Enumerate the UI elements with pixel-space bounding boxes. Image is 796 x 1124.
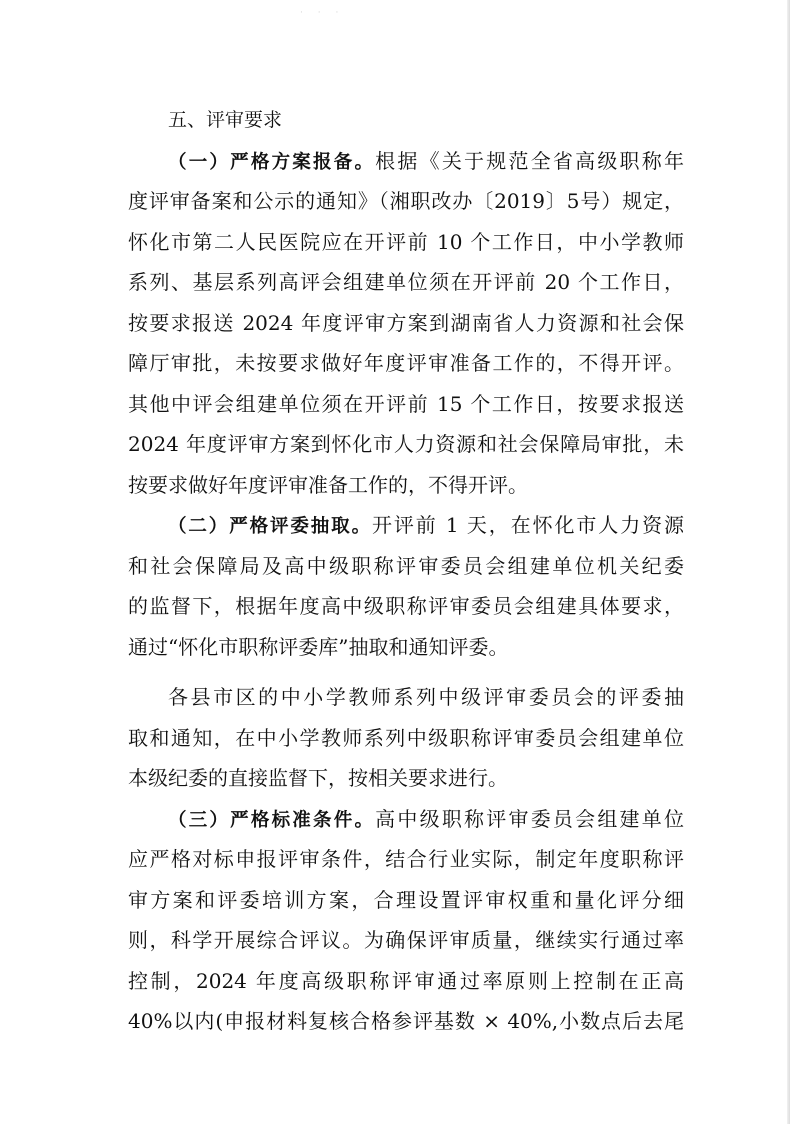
paragraph-label: （三）严格标准条件。 [168,809,376,831]
paragraph-line: 和社会保障局及高中级职称评审委员会组建单位机关纪委 [128,553,684,578]
paragraph-line: 度评审备案和公示的通知》（湘职改办〔2019〕5号）规定， [128,189,684,213]
paragraph-line: 障厅审批，未按要求做好年度评审准备工作的，不得开评。 [128,351,684,375]
paragraph-line: 应严格对标申报评审条件，结合行业实际，制定年度职称评 [128,847,684,871]
section-heading: 五、评审要求 [168,109,283,131]
scan-artifact: · · · [300,8,345,18]
paragraph-line: 审方案和评委培训方案，合理设置评审权重和量化评分细 [128,887,684,912]
paragraph-line: 怀化市第二人民医院应在开评前 10 个工作日，中小学教师 [128,229,684,254]
document-body [128,100,684,1042]
paragraph-line: 系列、基层系列高评会组建单位须在开评前 20 个工作日， [128,270,684,294]
paragraph-label: （一）严格方案报备。 [168,151,376,173]
paragraph-line: 的监督下，根据年度高中级职称评审委员会组建具体要求， [128,594,684,618]
paragraph-line: 按要求做好年度评审准备工作的，不得开评。 [128,472,528,497]
paragraph-line: （一）严格方案报备。根据《关于规范全省高级职称年 [168,148,684,173]
paragraph-standard-conditions [128,799,684,1042]
paragraph-line: 本级纪委的直接监督下，按相关要求进行。 [128,766,508,790]
paragraph-judge-selection [128,505,684,667]
paragraph-line: 通过“怀化市职称评委库”抽取和通知评委。 [128,634,509,659]
paragraph-plan-filing [128,141,684,506]
page-edge [787,0,790,1124]
paragraph-line: 取和通知，在中小学教师系列中级职称评审委员会组建单位 [128,725,684,750]
paragraph-line: 按要求报送 2024 年度评审方案到湖南省人力资源和社会保 [128,310,684,335]
paragraph-line: 控制，2024 年度高级职称评审通过率原则上控制在正高 [128,968,684,993]
paragraph-line: 各县市区的中小学教师系列中级评审委员会的评委抽 [168,685,684,709]
paragraph-label: （二）严格评委抽取。 [168,516,372,537]
paragraph-line: （三）严格标准条件。高中级职称评审委员会组建单位 [168,806,684,831]
paragraph-line: 40%以内(申报材料复核合格参评基数 × 40%,小数点后去尾 [128,1009,684,1033]
paragraph-line: （二）严格评委抽取。开评前 1 天，在怀化市人力资源 [168,513,684,537]
paragraph-line: 2024 年度评审方案到怀化市人力资源和社会保障局审批，未 [128,432,684,456]
paragraph-county-judges [128,677,684,799]
paragraph-line: 则，科学开展综合评议。为确保评审质量，继续实行通过率 [128,928,684,952]
paragraph-line: 其他中评会组建单位须在开评前 15 个工作日，按要求报送 [128,391,684,416]
